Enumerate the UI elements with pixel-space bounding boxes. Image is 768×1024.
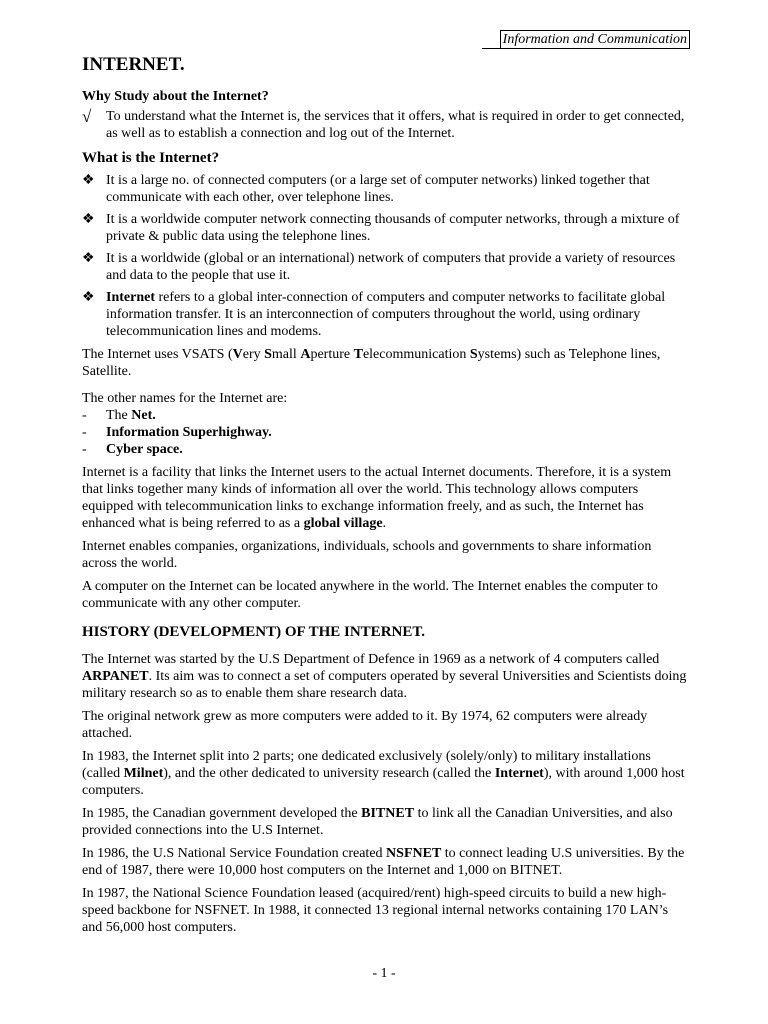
bold-letter: A [300, 347, 311, 362]
list-item [82, 211, 688, 245]
facility-paragraph [82, 464, 688, 532]
list-item [82, 407, 688, 424]
section-heading-what: What is the Internet? [82, 150, 220, 166]
list-item [82, 172, 688, 206]
text-run: mall [271, 347, 301, 362]
text-run: perture [310, 347, 354, 362]
diamond-bullet-icon: ❖ [82, 212, 95, 227]
enables-paragraph: Internet enables companies, organizations, individuals, schools and governments to share information across the world. [82, 539, 652, 571]
text-run: In 1983, the Internet split into 2 parts; one dedicated exclusively (solely/only) to military installations (called [82, 749, 651, 781]
name-superhighway: Information Superhighway. [106, 425, 272, 440]
bold-letter: T [353, 347, 363, 362]
list-item-text [106, 407, 156, 424]
history-paragraph-5 [82, 845, 688, 879]
dash-bullet: - [82, 408, 87, 423]
section-heading-history: HISTORY (DEVELOPMENT) OF THE INTERNET. [82, 624, 426, 640]
text-run: Internet is a facility that links the Internet users to the actual Internet documents. Therefore, it is a system that links together many kinds of information all over the world. This technology allows computers equipped with telecommunication links to exchange information freely, and as such, the Internet has enhanced what is being referred to as a [82, 465, 672, 531]
why-text: To understand what the Internet is, the services that it offers, what is required in order to get connected, as well as to establish a connection and log out of the Internet. [106, 109, 685, 141]
text-run: to link all the Canadian Universities, and also provided connections into the U.S Internet. [82, 806, 673, 838]
text-run: The [106, 408, 132, 423]
list-item-text: It is a worldwide computer network connecting thousands of computer networks, through a mixture of private & public data using the telephone lines. [106, 212, 680, 244]
item4-rest: refers to a global inter-connection of computers and computer networks to facilitate global information transfer. It is an interconnection of computers throughout the world, using ordinary telecommunication lines and modems. [106, 290, 666, 339]
bold-letter: V [232, 347, 243, 362]
located-paragraph: A computer on the Internet can be located anywhere in the world. The Internet enables the computer to communicate with any other computer. [82, 579, 658, 611]
text-run: ), with around 1,000 host computers. [82, 766, 685, 798]
text-run: ery [242, 347, 265, 362]
text-run: elecommunication [362, 347, 470, 362]
term-nsfnet: NSFNET [386, 846, 442, 861]
text-run: to connect leading U.S universities. By the end of 1987, there were 10,000 host computers on the Internet and 1,000 on BITNET. [82, 846, 685, 878]
term-global-village: global village [303, 516, 383, 531]
history-paragraph-2: The original network grew as more computers were added to it. By 1974, 62 computers were already attached. [82, 709, 648, 741]
term-internet: Internet [494, 766, 544, 781]
diamond-bullet-icon: ❖ [82, 173, 95, 188]
list-item [82, 289, 688, 340]
text-run: The Internet uses VSATS ( [82, 347, 233, 362]
text-run: ), and the other dedicated to university research (called the [163, 766, 495, 781]
bold-letter: S [469, 347, 478, 362]
list-item-text: It is a large no. of connected computers (or a large set of computer networks) linked together that communicate with each other, over telephone lines. [106, 173, 650, 205]
page-number: - 1 - [372, 966, 396, 981]
other-names-intro: The other names for the Internet are: [82, 391, 288, 406]
dash-bullet: - [82, 425, 87, 440]
list-item [82, 250, 688, 284]
diamond-bullet-icon: ❖ [82, 290, 95, 305]
bold-letter: S [264, 347, 272, 362]
text-run: . [382, 516, 387, 531]
dash-bullet: - [82, 442, 87, 457]
history-paragraph-1 [82, 651, 688, 702]
list-item [82, 424, 688, 441]
term-milnet: Milnet [123, 766, 164, 781]
name-net: Net. [131, 408, 156, 423]
vsats-paragraph [82, 346, 688, 380]
page-title: INTERNET. [82, 54, 185, 75]
document-body [82, 86, 688, 936]
text-run: The Internet was started by the U.S Department of Defence in 1969 as a network of 4 computers called [82, 652, 660, 667]
text-run: . Its aim was to connect a set of computers operated by several Universities and Scientists doing military research so as to enable them share research data. [82, 669, 687, 701]
list-item [82, 441, 688, 458]
term-arpanet: ARPANET [82, 669, 149, 684]
section-heading-why: Why Study about the Internet? [82, 89, 269, 104]
term-bitnet: BITNET [361, 806, 415, 821]
term-internet: Internet [106, 290, 155, 305]
history-paragraph-3 [82, 748, 688, 799]
history-paragraph-6: In 1987, the National Science Foundation leased (acquired/rent) high-speed circuits to build a new high-speed backbone for NSFNET. In 1988, it connected 13 regional internal networks containing 170 LAN’s and 56,000 host computers. [82, 886, 669, 935]
text-run: ystems) such as Telephone lines, Satellite. [82, 347, 661, 379]
list-item-text [106, 289, 688, 340]
text-run: In 1986, the U.S National Service Foundation created [82, 846, 387, 861]
history-paragraph-4 [82, 805, 688, 839]
name-cyber-space: Cyber space. [106, 442, 183, 457]
diamond-bullet-icon: ❖ [82, 251, 95, 266]
why-item [82, 108, 688, 142]
list-item-text: It is a worldwide (global or an international) network of computers that provide a variety of resources and data to the people that use it. [106, 251, 676, 283]
text-run: In 1985, the Canadian government developed the [82, 806, 362, 821]
running-header: Information and Communication [500, 30, 690, 49]
check-mark-icon: √ [82, 107, 92, 126]
